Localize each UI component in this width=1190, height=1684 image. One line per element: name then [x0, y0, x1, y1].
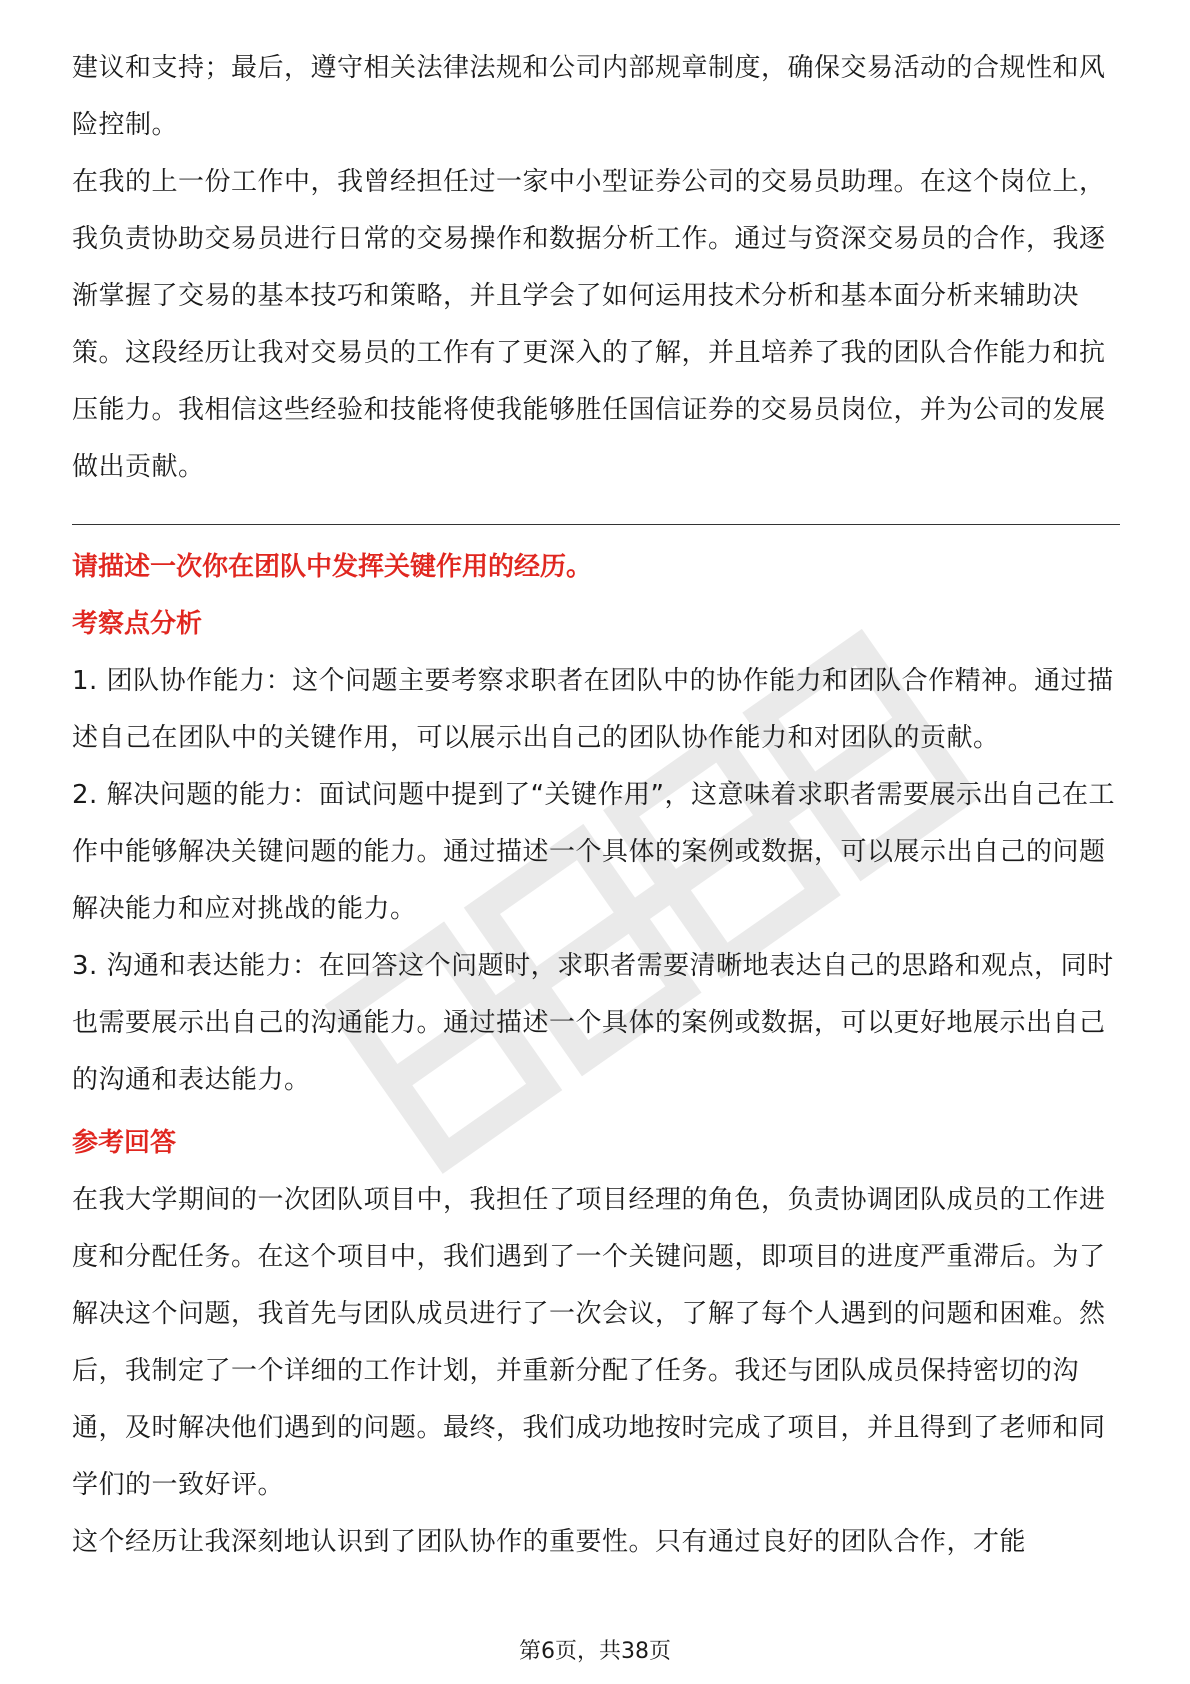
question-title: 请描述一次你在团队中发挥关键作用的经历。	[72, 552, 593, 582]
answer-paragraph-2: 这个经历让我深刻地认识到了团队协作的重要性。只有通过良好的团队合作，才能	[72, 1527, 1027, 1557]
intro-paragraph-1: 建议和支持；最后，遵守相关法律法规和公司内部规章制度，确保交易活动的合规性和风险控制。	[72, 53, 1106, 140]
analysis-heading: 考察点分析	[72, 609, 203, 639]
analysis-item-3: 3. 沟通和表达能力：在回答这个问题时，求职者需要清晰地表达自己的思路和观点，同时也需要展示出自己的沟通能力。通过描述一个具体的案例或数据，可以更好地展示出自己的沟通和表达能力。	[72, 951, 1114, 1095]
answer-heading: 参考回答	[72, 1128, 177, 1158]
analysis-item-2: 2. 解决问题的能力：面试问题中提到了“关键作用”，这意味着求职者需要展示出自己在工作中能够解决关键问题的能力。通过描述一个具体的案例或数据，可以展示出自己的问题解决能力和应对挑战的能力。	[72, 780, 1116, 924]
page-number: 第6页，共38页	[519, 1639, 671, 1664]
section-divider	[72, 524, 1120, 525]
answer-paragraph-1: 在我大学期间的一次团队项目中，我担任了项目经理的角色，负责协调团队成员的工作进度和分配任务。在这个项目中，我们遇到了一个关键问题，即项目的进度严重滞后。为了解决这个问题，我首先与团队成员进行了一次会议，了解了每个人遇到的问题和困难。然后，我制定了一个详细的工作计划，并重新分配了任务。我还与团队成员保持密切的沟通，及时解决他们遇到的问题。最终，我们成功地按时完成了项目，并且得到了老师和同学们的一致好评。	[72, 1185, 1106, 1500]
intro-paragraph-2: 在我的上一份工作中，我曾经担任过一家中小型证券公司的交易员助理。在这个岗位上，我负责协助交易员进行日常的交易操作和数据分析工作。通过与资深交易员的合作，我逐渐掌握了交易的基本技巧和策略，并且学会了如何运用技术分析和基本面分析来辅助决策。这段经历让我对交易员的工作有了更深入的了解，并且培养了我的团队合作能力和抗压能力。我相信这些经验和技能将使我能够胜任国信证券的交易员岗位，并为公司的发展做出贡献。	[72, 167, 1106, 482]
analysis-item-1: 1. 团队协作能力：这个问题主要考察求职者在团队中的协作能力和团队合作精神。通过描述自己在团队中的关键作用，可以展示出自己的团队协作能力和对团队的贡献。	[72, 666, 1114, 753]
document-page	[72, 40, 1120, 1571]
